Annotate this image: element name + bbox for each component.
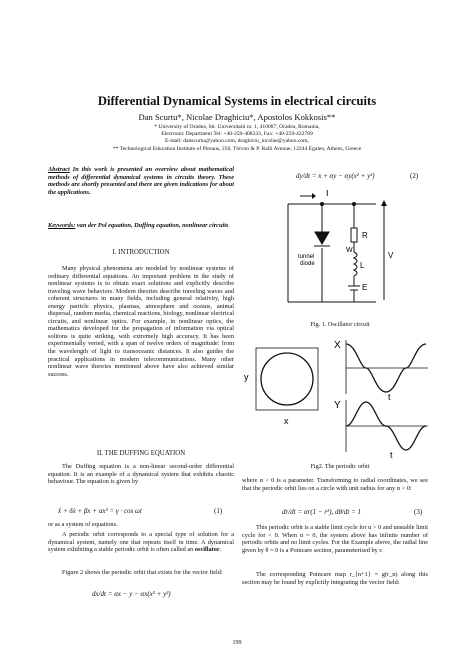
paper-authors: Dan Scurtu*, Nicolae Draghiciu*, Apostolos Kokkosis** — [138, 112, 336, 122]
current-arrow-head — [312, 193, 316, 199]
label-L: L — [360, 261, 365, 270]
label-V: V — [388, 251, 394, 260]
duffing-paragraph: The Duffing equation is a non-linear second-order differential equation. It is an example of a dynamical system that exhibits chaotic behaviour. The equation is given by — [48, 463, 234, 486]
page-number: 199 — [232, 640, 242, 646]
poincare-map-paragraph: The corresponding Poincare map r_{n+1} = g(r_n) along this section may be found by explicitly integrating the vector field: — [242, 571, 428, 586]
resistor-R — [351, 228, 357, 242]
keywords — [48, 222, 234, 230]
intro-paragraph: Many physical phenomena are modeled by nonlinear systems of ordinary differential equations. An important problem in the study of nonlinear systems is to obtain exact solutions and explicitly describe traveling wave behaviors. Modern theories describe traveling waves and coherent structures in many fields, including general relativity, high energy particle physics, plasmas, atmosphere and oceans, animal dispersal, random media, chemical reactions, biology, nonlinear electrical circuits, and nonlinear optics. For example, in nonlinear optics, the mathematics developed for the propagation of information via optical solitons is quite striking, with extremely high accuracy. It has been experimentally veried, with a span of twelve orders of magnitude: from the wavelength of light to transoceanic distances. It also guides the practical applications in modern telecommunications. Many other nonlinear wave theories mentioned above have also achieved similar success. — [48, 265, 234, 378]
periodic-orbit-text: A periodic orbit corresponds to a special type of solution for a dynamical system, namely one that repeats itself in time. A dynamical system exhibiting a stable periodic orbit is often called an — [48, 531, 234, 554]
alpha-parameter-paragraph: where α > 0 is a parameter. Transforming to radial coordinates, we see that the periodic orbit lies on a circle with unit radius for any α > 0: — [242, 477, 428, 492]
affiliation-line: E-mail: danscurtu@yahoo.com, draghiciu_nicolae@yahoo.com, — [165, 138, 309, 144]
label-y: y — [244, 372, 249, 382]
phase-plane-box — [256, 348, 318, 410]
label-E: E — [362, 283, 368, 292]
vector-field-equation-y: dy/dt = x + αy − αy(x² + y²) — [296, 172, 375, 180]
label-diode: diode — [300, 261, 315, 267]
label-t: t — [390, 450, 393, 458]
section-heading-duffing: II. THE DUFFING EQUATION — [96, 450, 186, 457]
periodic-orbit-figure — [242, 334, 436, 458]
abstract-label: Abstract — [48, 166, 70, 173]
equation-number: (3) — [414, 508, 423, 516]
vector-field-equation-x: dx/dt = αx − y − αx(x² + y²) — [92, 590, 171, 598]
circuit-node — [352, 202, 356, 206]
affiliation-line: Electronic Department Tel: +40-259-408233, Fax: +40-259-432789 — [161, 131, 313, 137]
label-R: R — [362, 231, 368, 240]
figure-2-caption: Fig2. The periodic orbit — [310, 463, 370, 470]
label-X: X — [334, 340, 341, 351]
limit-cycle-circle — [261, 353, 313, 405]
affiliation-line: ** Technological Education Institute of Pireaus, 250, Thivon & P. Ralli Avenue, 12244 Egaleo, Athens, Greece — [112, 146, 362, 152]
equation-number: (1) — [214, 507, 223, 515]
section-heading-introduction: I. INTRODUCTION — [112, 249, 170, 256]
duffing-paragraph: or as a system of equations. — [48, 521, 118, 528]
periodic-orbit-paragraph: A periodic orbit corresponds to a special type of solution for a dynamical system, namely one that repeats itself in time. A dynamical system exhibiting a stable periodic orbit is often called an oscillator. — [48, 531, 234, 554]
duffing-equation: ẍ + δẋ + βx + αx³ = γ · cos ωt — [58, 507, 142, 515]
label-x: x — [284, 416, 289, 426]
inductor-L — [354, 252, 357, 276]
label-W: W — [346, 247, 353, 254]
oscillator-circuit-figure — [258, 190, 406, 318]
radial-equation: dr/dt = αr(1 − r²), dθ/dt = 1 — [282, 508, 361, 516]
voltage-arrow-head — [381, 200, 387, 206]
label-tunnel: tunnel — [298, 254, 315, 260]
tunnel-diode-symbol — [315, 232, 329, 244]
paper-title: Differential Dynamical Systems in electrical circuits — [97, 94, 377, 108]
abstract — [48, 166, 234, 196]
oscillator-term: oscillator — [194, 546, 220, 554]
equation-number: (2) — [410, 172, 419, 180]
limit-cycle-paragraph: This periodic orbit is a stable limit cycle for α > 0 and unstable limit cycle for < 0. When α = 0, the system above has infinite number of periodic orbits and no limit cycles. For the Example above, the radial line given by θ = 0 is a Poincare section, parameterised by r. — [242, 524, 428, 554]
affiliation-line: * University of Oradea, Str. Universitatii nr. 1, 410087, Oradea, Romania, — [154, 124, 320, 130]
keywords-label: Keywords: — [48, 222, 76, 229]
abstract-text: In this work is presented an overview about mathematical methods of differential dynamical systems in circuits theory. These methods are shortly presented and there are given indications for about the applications. — [48, 166, 234, 196]
figure-reference-paragraph: Figure 2 shows the periodic orbit that exists for the vector field: — [62, 569, 223, 576]
figure-1-caption: Fig. 1. Oscillator circuit — [310, 321, 370, 328]
keywords-text: van der Pol equation, Duffing equation, nonlinear circuits — [75, 222, 229, 229]
label-t: t — [388, 392, 391, 402]
label-I: I — [326, 190, 329, 198]
label-Y: Y — [334, 400, 341, 411]
circuit-node — [320, 202, 324, 206]
